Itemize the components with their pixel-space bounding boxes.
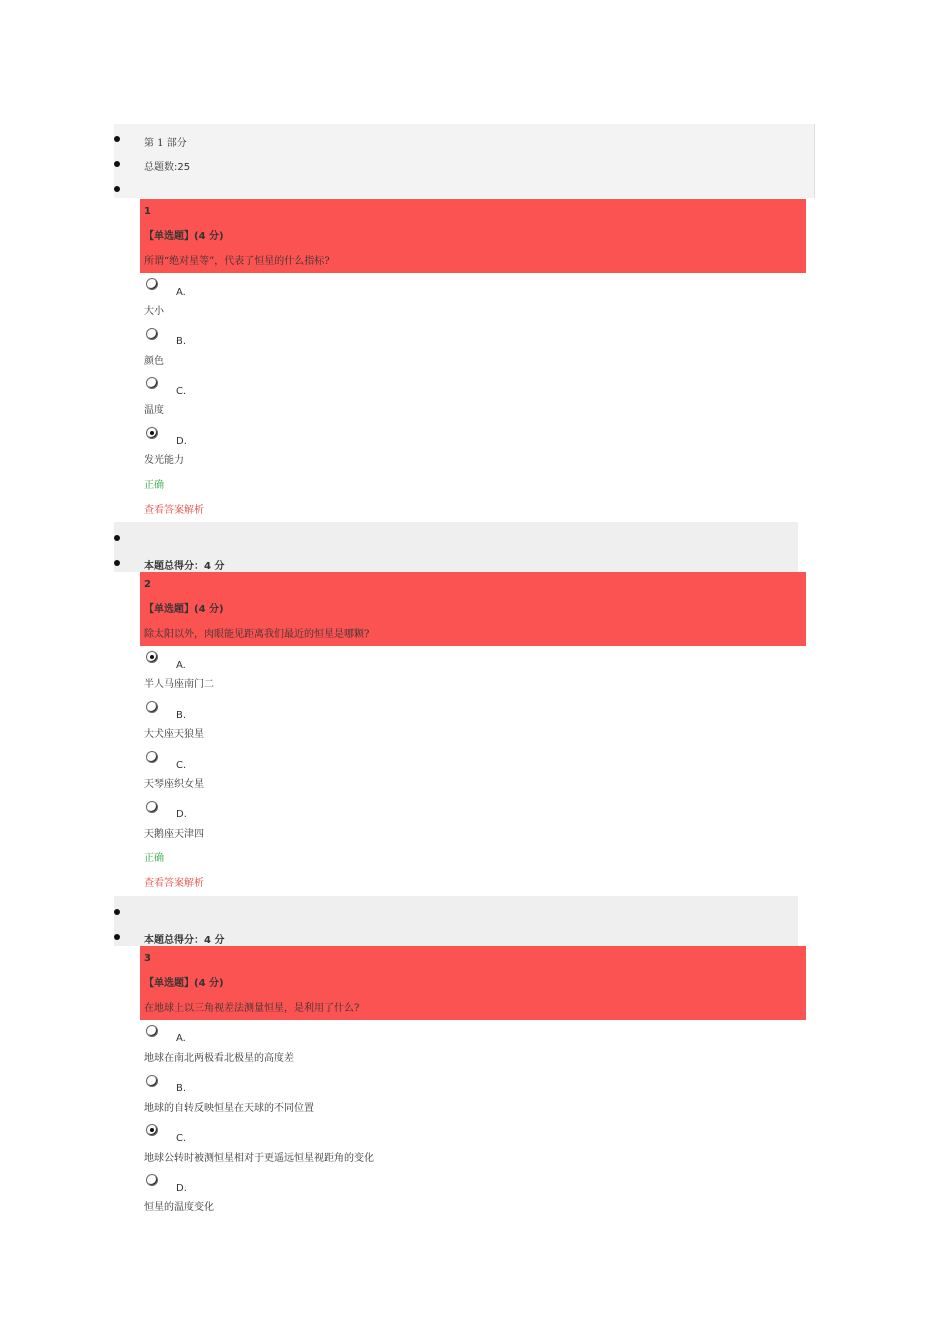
option-b-radio[interactable] <box>146 328 158 340</box>
view-analysis-link[interactable]: 查看答案解析 <box>144 505 204 516</box>
section-part-label: 第 1 部分 <box>144 138 187 149</box>
option-c-radio[interactable] <box>146 1124 158 1136</box>
section-header <box>114 124 815 198</box>
section-total-label: 总题数:25 <box>144 162 191 173</box>
option-a-radio[interactable] <box>146 651 158 663</box>
option-d-letter: D. <box>176 809 187 820</box>
bullet <box>114 934 120 940</box>
option-c-radio[interactable] <box>146 751 158 763</box>
option-b-radio[interactable] <box>146 701 158 713</box>
result-status: 正确 <box>144 480 164 491</box>
option-b-text: 地球的自转反映恒星在天球的不同位置 <box>144 1103 314 1114</box>
option-a-letter: A. <box>176 1033 186 1044</box>
option-c-letter: C. <box>176 386 187 397</box>
result-status: 正确 <box>144 853 164 864</box>
option-c-letter: C. <box>176 1133 187 1144</box>
question-type: 【单选题】(4 分) <box>144 604 224 615</box>
option-c-text: 温度 <box>144 405 164 416</box>
question-score: 本题总得分：4 分 <box>144 561 225 572</box>
option-d-text: 发光能力 <box>144 455 184 466</box>
option-b-letter: B. <box>176 1083 187 1094</box>
question-text: 所谓“绝对星等”，代表了恒星的什么指标? <box>144 256 330 267</box>
bullet <box>114 136 120 142</box>
option-d-radio[interactable] <box>146 801 158 813</box>
bullet <box>114 186 120 192</box>
option-d-text: 恒星的温度变化 <box>144 1202 214 1213</box>
question-score: 本题总得分：4 分 <box>144 935 225 946</box>
bullet <box>114 560 120 566</box>
option-d-text: 天鹅座天津四 <box>144 829 204 840</box>
option-a-radio[interactable] <box>146 278 158 290</box>
option-c-letter: C. <box>176 760 187 771</box>
option-d-letter: D. <box>176 436 187 447</box>
option-a-letter: A. <box>176 287 186 298</box>
option-a-text: 大小 <box>144 306 164 317</box>
option-b-text: 颜色 <box>144 356 164 367</box>
option-d-letter: D. <box>176 1183 187 1194</box>
question-type: 【单选题】(4 分) <box>144 231 224 242</box>
option-c-text: 天琴座织女星 <box>144 779 204 790</box>
bullet <box>114 909 120 915</box>
option-b-radio[interactable] <box>146 1075 158 1087</box>
question-text: 除太阳以外，肉眼能见距离我们最近的恒星是哪颗? <box>144 629 370 640</box>
option-a-text: 半人马座南门二 <box>144 679 214 690</box>
option-b-letter: B. <box>176 336 187 347</box>
option-c-radio[interactable] <box>146 377 158 389</box>
option-d-radio[interactable] <box>146 427 158 439</box>
bullet <box>114 161 120 167</box>
question-number: 3 <box>144 953 151 964</box>
option-c-text: 地球公转时被测恒星相对于更遥远恒星视距角的变化 <box>144 1153 374 1164</box>
option-d-radio[interactable] <box>146 1174 158 1186</box>
option-a-letter: A. <box>176 660 186 671</box>
option-b-letter: B. <box>176 710 187 721</box>
option-a-radio[interactable] <box>146 1025 158 1037</box>
view-analysis-link[interactable]: 查看答案解析 <box>144 878 204 889</box>
question-number: 2 <box>144 579 151 590</box>
bullet <box>114 535 120 541</box>
question-text: 在地球上以三角视差法测量恒星，是利用了什么? <box>144 1003 360 1014</box>
option-b-text: 大犬座天狼星 <box>144 729 204 740</box>
option-a-text: 地球在南北两极看北极星的高度差 <box>144 1053 294 1064</box>
question-number: 1 <box>144 206 151 217</box>
question-type: 【单选题】(4 分) <box>144 978 224 989</box>
